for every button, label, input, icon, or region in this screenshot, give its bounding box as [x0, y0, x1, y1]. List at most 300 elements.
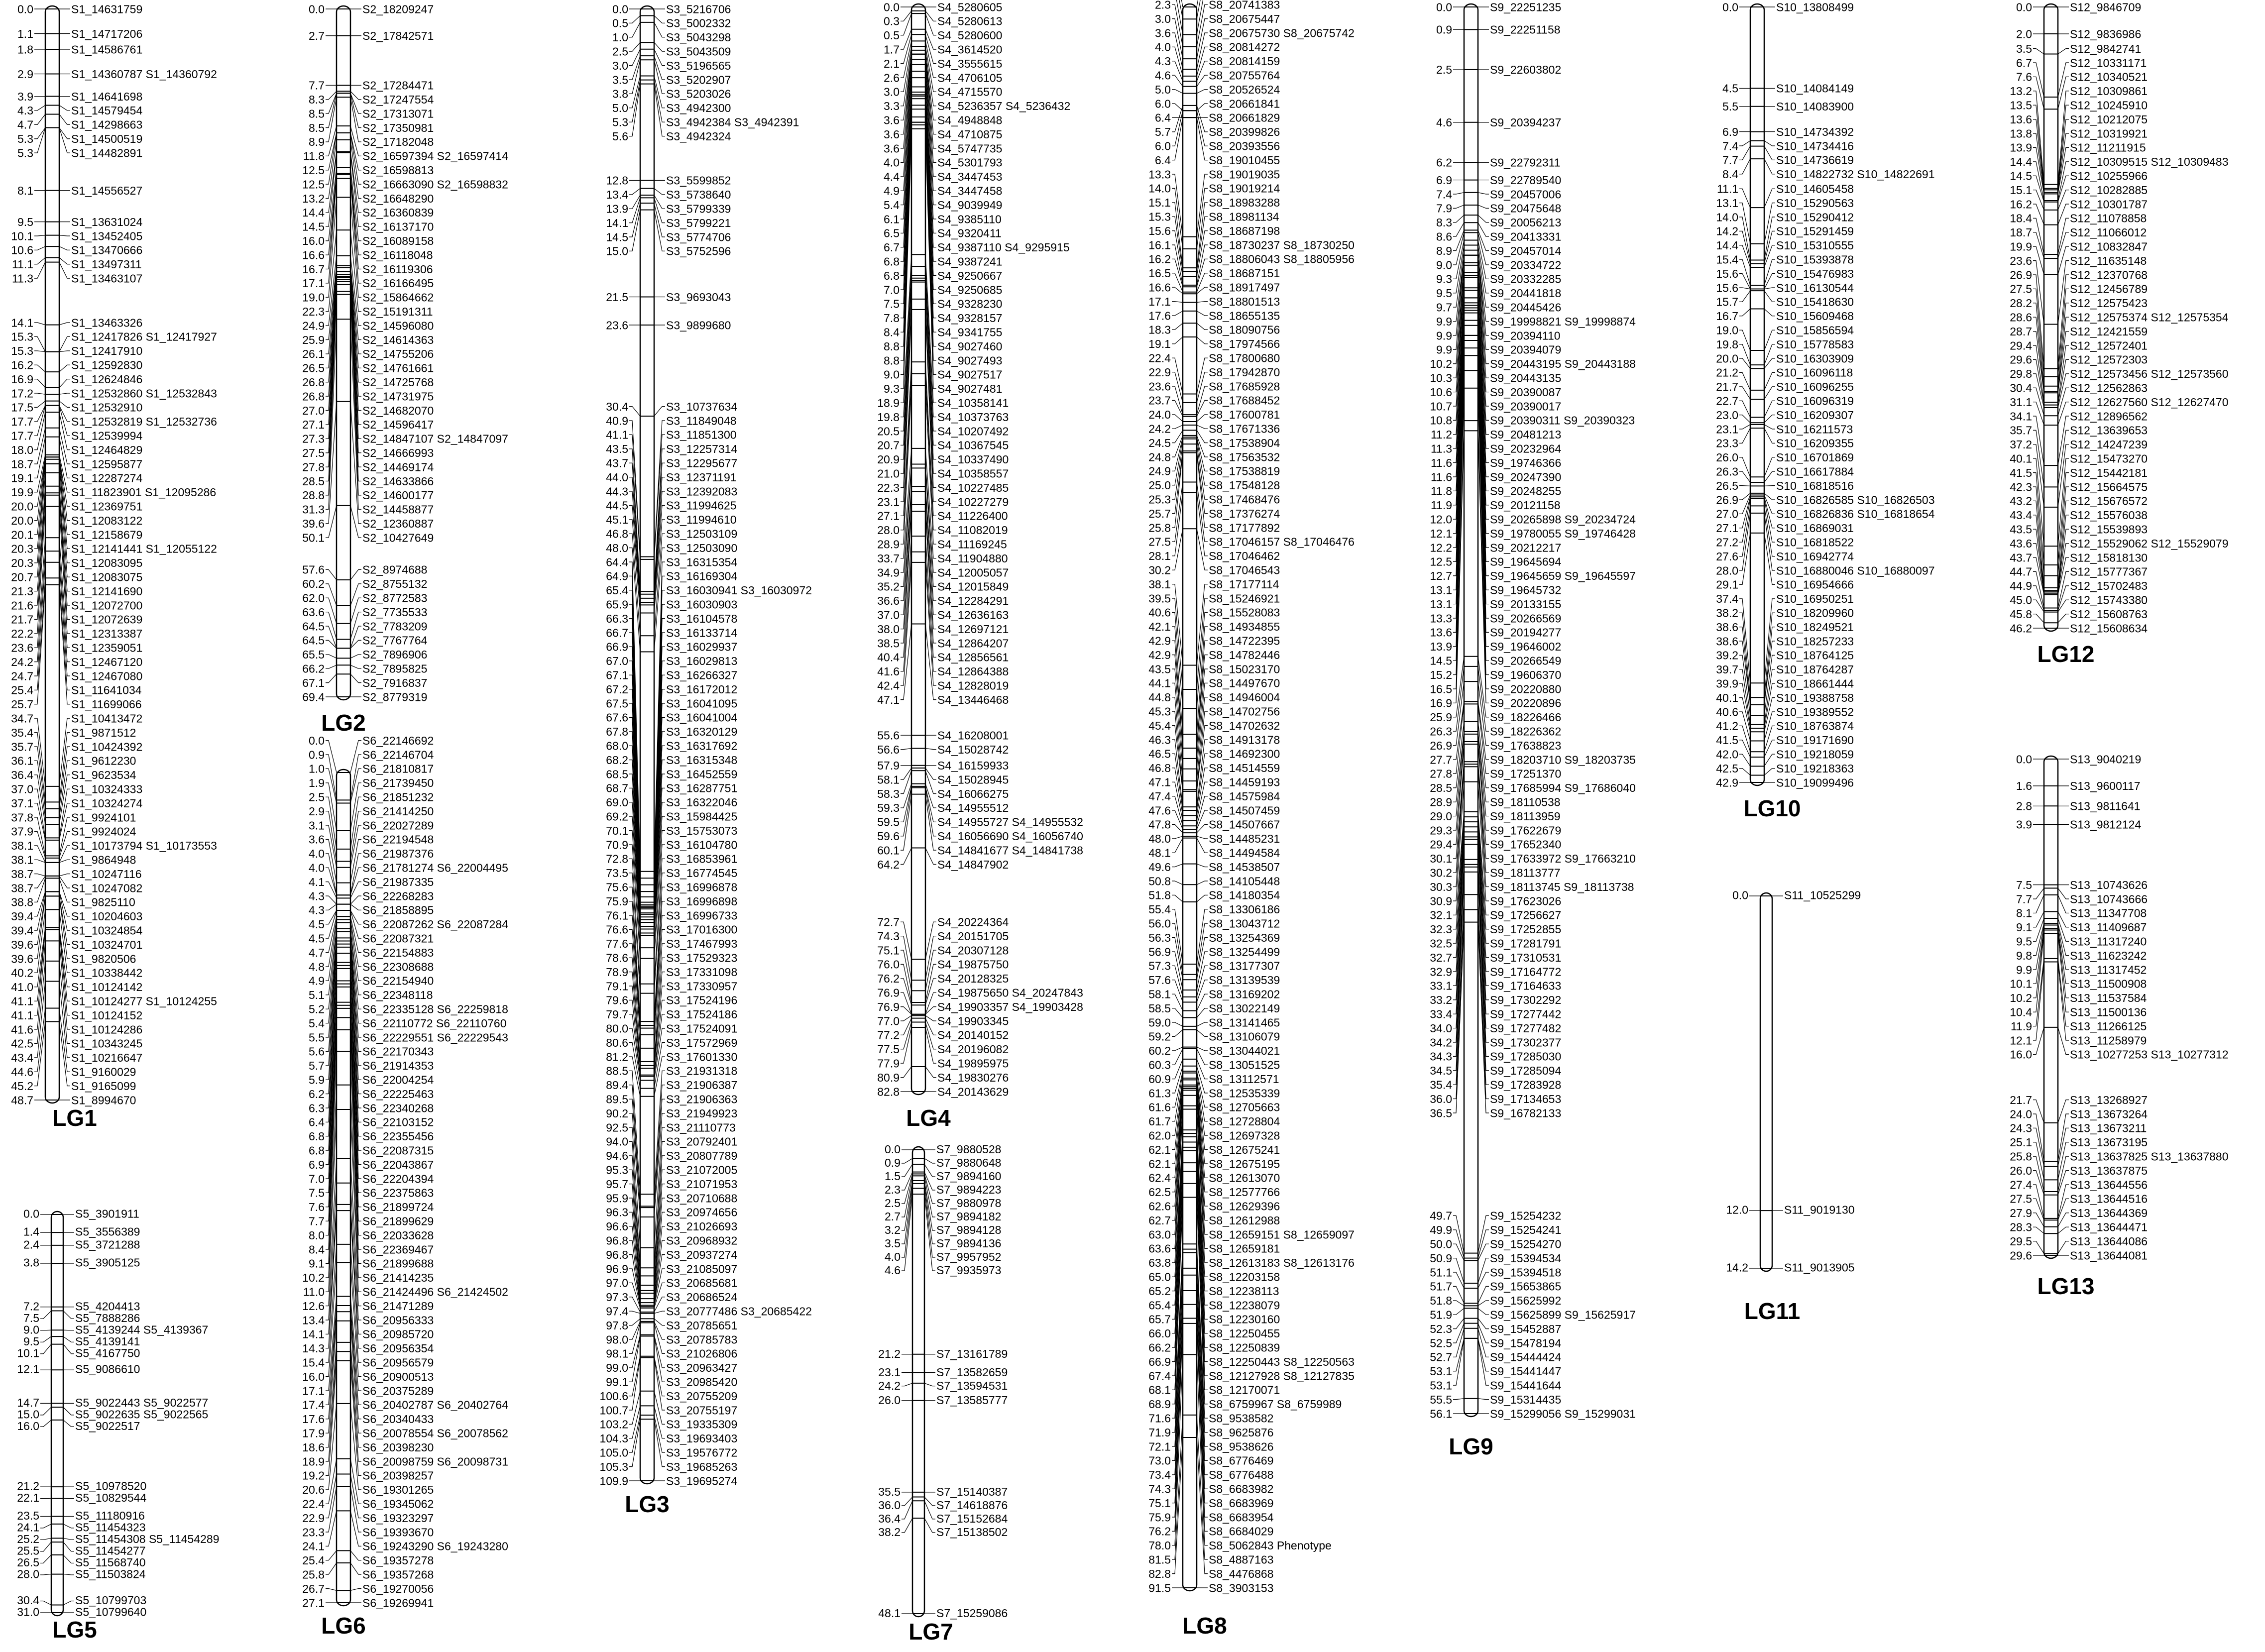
marker-label: S9_20234724 [1561, 513, 1636, 526]
marker-name [666, 319, 731, 331]
marker-position: 6.7 [884, 241, 900, 254]
marker-position: 37.2 [2010, 438, 2032, 451]
marker-position: 0.0 [309, 2, 325, 16]
marker-name [2070, 978, 2147, 991]
marker-name [1776, 168, 1935, 181]
marker-name [362, 404, 434, 417]
marker-label: S4_10227485 [937, 481, 1009, 494]
marker-position: 43.4 [11, 1051, 33, 1065]
marker-position: 7.9 [1436, 202, 1452, 215]
marker-name [362, 503, 434, 516]
marker-label: S10_16818516 [1776, 479, 1854, 492]
marker-position: 4.5 [309, 918, 325, 931]
marker-name [937, 227, 1002, 240]
marker-leader-right [925, 1027, 936, 1063]
marker-leader-left [1172, 323, 1183, 330]
marker-position: 15.4 [1716, 253, 1738, 266]
marker-label: S10_16617884 [1776, 465, 1854, 478]
marker-leader-right [1197, 1049, 1208, 1065]
marker-leader-left [34, 803, 45, 840]
marker-name [666, 115, 799, 128]
marker-name [1209, 691, 1280, 704]
marker-name [1209, 1384, 1280, 1397]
marker-label: S2_10427649 [362, 531, 434, 545]
marker-label: S3_21110773 [666, 1121, 736, 1134]
marker-name [1490, 1223, 1561, 1236]
marker-label: S8_18730250 [1280, 238, 1355, 252]
marker-name [666, 1460, 737, 1473]
marker-position: 89.5 [606, 1093, 628, 1106]
marker-position: 25.3 [1148, 493, 1171, 506]
marker-name [71, 782, 142, 795]
marker-position: 18.7 [11, 457, 33, 471]
marker-name [1490, 400, 1561, 413]
marker-name [666, 697, 737, 710]
marker-position: 77.6 [606, 937, 628, 951]
marker-position: 12.6 [302, 1299, 325, 1313]
marker-name [937, 693, 1009, 706]
marker-label: S2_7895825 [362, 662, 428, 675]
marker-label: S4_20196082 [937, 1043, 1009, 1056]
marker-leader-right [59, 258, 70, 264]
marker-name [362, 1101, 434, 1114]
marker-label: S8_20675447 [1209, 12, 1280, 25]
marker-name [362, 1201, 434, 1213]
marker-name [1209, 578, 1279, 591]
marker-position: 9.5 [2016, 935, 2032, 948]
marker-leader-right [924, 1501, 935, 1519]
marker-label: S8_13306186 [1209, 903, 1280, 916]
marker-name [666, 429, 737, 441]
marker-position: 0.0 [309, 734, 325, 747]
marker-label: S6_22087262 [362, 918, 434, 931]
marker-name [1209, 903, 1280, 916]
marker-name [1776, 82, 1854, 95]
marker-position: 9.5 [1436, 287, 1452, 300]
marker-leader-right [925, 922, 936, 959]
marker-position: 75.9 [606, 894, 628, 908]
marker-position: 40.4 [877, 651, 900, 664]
marker-label: S1_13452405 [71, 229, 143, 243]
marker-name [362, 1356, 434, 1369]
marker-name [1490, 1252, 1561, 1265]
marker-name [1776, 338, 1854, 351]
marker-name [71, 216, 142, 228]
marker-position: 8.9 [1436, 244, 1452, 257]
marker-label: S3_17524196 [666, 993, 738, 1007]
marker-label: S8_20814159 [1209, 55, 1280, 68]
marker-label: S9_19645694 [1490, 555, 1562, 568]
marker-label: S3_16104578 [666, 612, 738, 625]
marker-leader-right [1197, 415, 1208, 422]
marker-name [71, 952, 136, 965]
marker-name [1776, 606, 1854, 619]
marker-label: S3_20968932 [666, 1234, 738, 1247]
marker-leader-right [350, 93, 361, 127]
marker-label: S4_10367545 [937, 439, 1009, 452]
marker-leader-right [654, 80, 665, 122]
marker-label: S8_18917497 [1209, 281, 1280, 294]
marker-position: 3.6 [884, 127, 900, 141]
marker-name [936, 1170, 1001, 1183]
marker-position: 82.8 [1148, 1567, 1171, 1580]
marker-position: 4.8 [309, 960, 325, 974]
marker-name [1776, 225, 1854, 238]
marker-leader-left [1172, 430, 1183, 442]
marker-label: S4_11904880 [937, 551, 1008, 565]
marker-label: S8_17177114 [1209, 577, 1279, 591]
marker-label: S4_10373763 [937, 410, 1009, 424]
marker-position: 6.4 [1155, 111, 1171, 124]
marker-name [362, 918, 508, 931]
marker-name [936, 1512, 1008, 1525]
marker-label: S6_22110772 [362, 1016, 433, 1030]
chromosome-bar [2044, 4, 2058, 631]
marker-position: 13.2 [302, 192, 325, 205]
marker-label: S2_12360887 [362, 517, 434, 531]
marker-position: 16.0 [17, 1419, 39, 1432]
marker-label: S4_16159933 [937, 759, 1009, 772]
marker-position: 27.0 [1716, 507, 1738, 521]
marker-label: S12_15818130 [2070, 551, 2148, 564]
marker-position: 0.0 [1436, 0, 1452, 14]
marker-position: 17.5 [11, 401, 33, 414]
marker-name [362, 1229, 434, 1242]
group-title: LG1 [52, 1105, 97, 1131]
marker-name [1490, 357, 1636, 370]
marker-label: S2_16137170 [362, 220, 434, 233]
marker-position: 19.9 [11, 486, 33, 499]
marker-label: S8_9625876 [1209, 1426, 1274, 1439]
marker-position: 14.5 [2010, 169, 2032, 183]
marker-position: 51.8 [1148, 888, 1171, 902]
marker-name [2070, 184, 2148, 197]
marker-leader-left [34, 831, 45, 858]
marker-name [362, 648, 427, 661]
marker-label: S7_15152684 [936, 1512, 1008, 1526]
marker-label: S6_21471289 [362, 1299, 434, 1313]
marker-label: S8_14494584 [1209, 846, 1280, 860]
marker-position: 1.4 [23, 1225, 39, 1238]
marker-name [362, 150, 508, 163]
marker-leader-left [2033, 614, 2044, 623]
marker-label: S9_20390323 [1560, 414, 1635, 427]
marker-label: S8_6759989 [1273, 1398, 1342, 1411]
marker-name [71, 994, 217, 1007]
marker-label: S3_16853961 [666, 852, 738, 866]
marker-position: 27.9 [2010, 1207, 2032, 1220]
marker-name [936, 1394, 1008, 1407]
marker-name [1209, 1341, 1280, 1354]
marker-name [666, 739, 737, 752]
marker-label: S4_20247843 [1009, 986, 1083, 999]
marker-label: S5_4139244 [75, 1323, 140, 1336]
marker-name [666, 1163, 737, 1176]
marker-leader-right [350, 1306, 361, 1405]
marker-name [71, 104, 142, 117]
marker-name [666, 1446, 737, 1459]
marker-position: 11.8 [303, 149, 325, 163]
marker-label: S8_12250443 [1209, 1355, 1280, 1368]
marker-label: S13_9812124 [2070, 818, 2142, 831]
marker-leader-right [654, 407, 665, 416]
marker-label: S9_15254232 [1490, 1209, 1562, 1222]
marker-name [666, 414, 737, 427]
marker-position: 7.4 [1722, 139, 1738, 153]
marker-position: 41.1 [606, 428, 628, 441]
marker-leader-left [2033, 895, 2044, 913]
marker-leader-left [1453, 657, 1464, 717]
marker-label: S12_14247239 [2070, 438, 2148, 451]
marker-leader-left [1172, 1047, 1183, 1051]
marker-name [362, 29, 434, 42]
marker-position: 15.0 [17, 1408, 39, 1421]
marker-position: 44.9 [2010, 579, 2032, 593]
marker-leader-right [654, 22, 665, 37]
marker-leader-right [2058, 1171, 2069, 1195]
marker-label: S13_13644081 [2070, 1249, 2148, 1262]
marker-label: S2_16597414 [434, 149, 508, 163]
marker-name [362, 748, 434, 761]
marker-position: 27.8 [302, 460, 325, 474]
marker-label: S2_16089158 [362, 234, 434, 248]
marker-label: S2_17284471 [362, 79, 434, 92]
marker-name [937, 1000, 1083, 1013]
marker-label: S12_12627470 [2148, 395, 2229, 409]
marker-name [75, 1335, 140, 1348]
marker-label: S2_17350981 [362, 121, 434, 134]
marker-label: S9_15625899 [1490, 1308, 1562, 1322]
marker-name [362, 517, 434, 530]
marker-position: 4.0 [309, 847, 325, 861]
marker-position: 14.2 [1716, 224, 1738, 238]
marker-leader-right [350, 1563, 361, 1574]
marker-position: 37.0 [11, 782, 33, 796]
marker-label: S1_9825110 [71, 895, 135, 909]
marker-name [937, 743, 1009, 756]
marker-position: 6.0 [1155, 139, 1171, 153]
marker-name [937, 729, 1009, 742]
marker-leader-right [59, 246, 70, 250]
marker-label: S4_4706105 [937, 71, 1003, 85]
marker-position: 45.0 [2010, 593, 2032, 607]
marker-position: 95.3 [606, 1163, 628, 1177]
marker-name [1776, 352, 1854, 365]
marker-position: 47.8 [1148, 818, 1171, 831]
marker-position: 15.3 [1148, 210, 1171, 223]
marker-position: 1.6 [2016, 779, 2032, 793]
marker-name [1209, 1313, 1280, 1326]
marker-label: S8_9538626 [1209, 1440, 1274, 1453]
marker-name [2070, 311, 2229, 324]
marker-label: S1_11641034 [71, 683, 142, 697]
marker-label: S12_15539893 [2070, 523, 2148, 536]
marker-name [362, 1017, 507, 1030]
marker-leader-left [326, 569, 337, 580]
marker-name [666, 1065, 737, 1078]
marker-label: S6_22355456 [362, 1130, 434, 1143]
marker-label: S3_17529323 [666, 951, 738, 965]
marker-label: S13_13268927 [2070, 1093, 2148, 1106]
marker-label: S12_12575423 [2070, 297, 2148, 310]
marker-leader-right [63, 1555, 74, 1563]
marker-name [2070, 779, 2141, 792]
marker-name [2070, 42, 2141, 55]
marker-position: 69.2 [606, 810, 628, 823]
marker-name [2070, 879, 2148, 891]
marker-position: 18.6 [302, 1440, 325, 1454]
marker-label: S1_13470666 [71, 243, 143, 257]
marker-name [937, 651, 1009, 664]
marker-position: 0.3 [884, 14, 900, 28]
marker-position: 4.3 [309, 889, 325, 903]
marker-label: S8_14702756 [1209, 705, 1280, 718]
marker-position: 0.9 [885, 1156, 901, 1170]
marker-label: S6_19269941 [362, 1596, 434, 1610]
marker-position: 32.9 [1430, 965, 1452, 979]
marker-name [937, 594, 1009, 607]
marker-position: 0.9 [1436, 23, 1452, 36]
marker-position: 76.2 [877, 972, 900, 986]
marker-label: S1_12083095 [71, 556, 143, 570]
marker-label: S9_20266569 [1490, 612, 1562, 625]
marker-position: 7.0 [884, 283, 900, 297]
marker-position: 26.5 [17, 1555, 39, 1569]
marker-label: S2_16166495 [362, 277, 434, 290]
marker-position: 66.2 [1148, 1341, 1171, 1354]
marker-name [1490, 1294, 1561, 1307]
marker-leader-left [1172, 188, 1183, 249]
marker-label: S6_19393670 [362, 1526, 434, 1539]
marker-position: 62.1 [1148, 1157, 1171, 1171]
marker-label: S1_12417927 [142, 330, 217, 343]
marker-leader-right [2058, 1100, 2069, 1123]
marker-label: S9_18113745 [1490, 880, 1561, 893]
marker-leader-left [1739, 712, 1750, 741]
marker-label: S8_17538819 [1209, 464, 1280, 478]
marker-label: S8_14575984 [1209, 789, 1280, 803]
marker-label: S1_12083122 [71, 514, 143, 527]
marker-position: 28.9 [1430, 795, 1452, 809]
marker-position: 9.0 [23, 1323, 39, 1336]
marker-name [1776, 451, 1854, 464]
marker-leader-right [1197, 938, 1208, 980]
marker-leader-right [59, 874, 70, 876]
marker-position: 7.0 [309, 1172, 325, 1186]
marker-name [362, 1158, 434, 1171]
marker-position: 20.9 [877, 453, 900, 466]
marker-label: S1_10324333 [71, 782, 143, 796]
marker-position: 35.2 [877, 580, 900, 593]
marker-leader-right [654, 1311, 665, 1313]
marker-label: S5_4139367 [140, 1323, 209, 1336]
marker-position: 33.7 [877, 551, 900, 565]
marker-label: S4_16066275 [937, 787, 1009, 800]
marker-label: S3_20974656 [666, 1206, 738, 1219]
marker-name [1490, 1407, 1636, 1420]
marker-name [666, 1319, 737, 1332]
marker-position: 97.4 [606, 1305, 628, 1318]
marker-label: S3_17572969 [666, 1036, 738, 1049]
marker-position: 13.2 [2010, 85, 2032, 98]
marker-label: S13_11623242 [2070, 949, 2147, 962]
marker-leader-right [1197, 895, 1208, 902]
marker-label: S12_12575374 [2070, 311, 2148, 324]
marker-name [937, 29, 1002, 42]
marker-position: 67.8 [606, 725, 628, 739]
marker-label: S6_22027289 [362, 819, 434, 832]
marker-label: S12_15442181 [2070, 466, 2148, 479]
marker-position: 80.6 [606, 1036, 628, 1049]
marker-name [666, 881, 737, 893]
marker-position: 28.5 [1430, 781, 1452, 795]
marker-name [937, 368, 1002, 381]
marker-position: 2.7 [309, 29, 325, 43]
marker-label: S9_20266549 [1490, 654, 1562, 667]
marker-leader-left [34, 379, 45, 388]
marker-name [1209, 832, 1280, 845]
marker-leader-left [902, 1518, 912, 1533]
marker-leader-right [654, 1323, 665, 1354]
marker-label: S3_9899680 [666, 319, 731, 332]
marker-position: 22.9 [302, 1511, 325, 1525]
marker-label: S8_18687198 [1209, 224, 1280, 237]
marker-label: S8_17046157 [1209, 535, 1280, 549]
marker-name [937, 354, 1002, 367]
marker-leader-left [1172, 358, 1183, 394]
marker-position: 96.9 [606, 1262, 628, 1276]
marker-position: 79.6 [606, 993, 628, 1007]
marker-leader-right [924, 1174, 935, 1204]
marker-position: 18.9 [302, 1455, 325, 1468]
marker-leader-left [326, 612, 337, 640]
marker-name [362, 305, 433, 318]
marker-name [1490, 569, 1636, 582]
marker-name [1209, 861, 1280, 874]
marker-name [666, 867, 737, 880]
marker-label: S2_14755206 [362, 347, 434, 361]
marker-label: S10_15609468 [1776, 310, 1854, 323]
marker-leader-left [1739, 726, 1750, 752]
marker-name [362, 1314, 434, 1326]
marker-name [1209, 1299, 1280, 1312]
marker-name [1776, 705, 1854, 718]
marker-position: 3.3 [884, 100, 900, 113]
marker-label: S1_10424392 [71, 740, 143, 754]
marker-name [1209, 0, 1280, 11]
marker-name [362, 1285, 508, 1298]
marker-name [666, 1262, 737, 1275]
marker-label: S2_15864662 [362, 291, 434, 304]
marker-name [362, 390, 434, 403]
marker-label: S1_13463107 [71, 272, 143, 285]
marker-leader-left [40, 1538, 51, 1540]
marker-name [71, 684, 142, 697]
marker-position: 27.8 [1430, 767, 1452, 780]
marker-position: 4.3 [309, 903, 325, 917]
marker-position: 50.8 [1148, 875, 1171, 888]
marker-position: 75.1 [1148, 1496, 1171, 1510]
marker-leader-right [1197, 836, 1208, 839]
marker-position: 6.8 [884, 269, 900, 282]
marker-leader-left [1172, 482, 1183, 542]
marker-label: S8_12535339 [1209, 1087, 1280, 1100]
marker-label: S8_20661841 [1209, 97, 1280, 110]
marker-name [1490, 1365, 1561, 1378]
marker-label: S3_12503090 [666, 541, 738, 554]
marker-position: 47.4 [1148, 789, 1171, 803]
marker-leader-left [1739, 754, 1750, 766]
